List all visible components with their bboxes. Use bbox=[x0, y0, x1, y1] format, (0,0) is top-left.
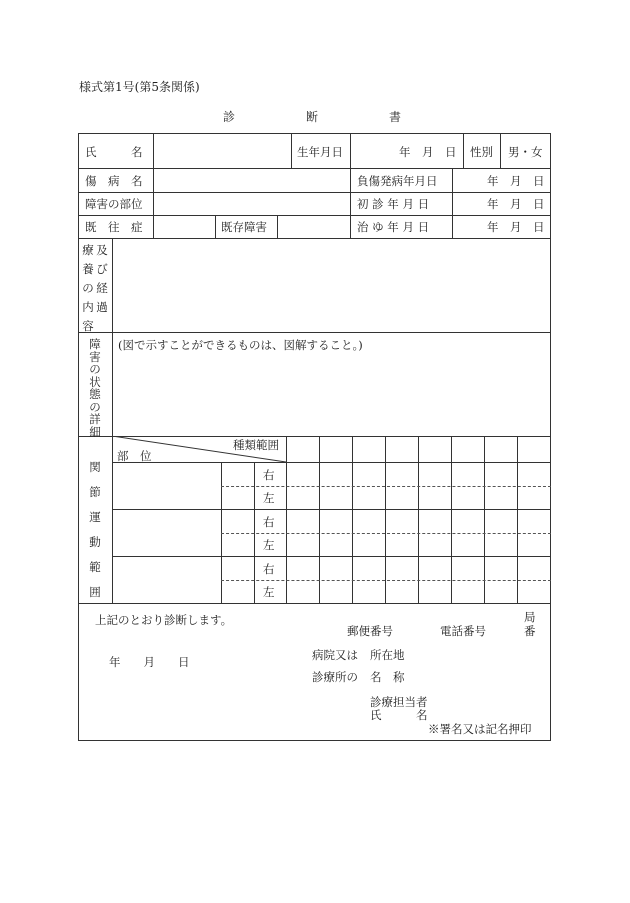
ban-label: 番 bbox=[524, 624, 536, 638]
left-label: 左 bbox=[263, 491, 275, 505]
joint-label: 関節運動範囲 bbox=[89, 460, 101, 599]
name-label: 氏 名 bbox=[85, 145, 143, 159]
header-part: 部 位 bbox=[117, 449, 152, 463]
cure-value[interactable]: 年 月 日 bbox=[487, 220, 545, 234]
header-kind: 種類範囲 bbox=[233, 438, 279, 452]
cure-label: 治 ゆ 年 月 日 bbox=[357, 220, 430, 234]
sex-value[interactable]: 男・女 bbox=[508, 145, 543, 159]
condition-field[interactable] bbox=[113, 356, 549, 435]
treatment-field[interactable] bbox=[113, 239, 549, 331]
condition-label: 障害の状態の詳細 bbox=[89, 337, 101, 439]
onset-label: 負傷発病年月日 bbox=[357, 174, 438, 188]
existing-label: 既存障害 bbox=[221, 220, 267, 234]
site-label: 障害の部位 bbox=[85, 197, 143, 211]
title-char-3: 書 bbox=[389, 110, 402, 124]
seal-note: ※署名又は記名押印 bbox=[428, 722, 532, 736]
clinic-label: 診療所の bbox=[312, 670, 358, 684]
title-char-1: 診 bbox=[223, 110, 236, 124]
first-visit-label: 初 診 年 月 日 bbox=[357, 197, 430, 211]
birth-label: 生年月日 bbox=[297, 145, 343, 159]
treatment-label-col2: 及び経過 bbox=[96, 243, 108, 314]
sex-label: 性別 bbox=[470, 145, 493, 159]
phone-label: 電話番号 bbox=[440, 624, 486, 638]
form-id: 様式第1号(第5条関係) bbox=[79, 80, 200, 94]
treatment-label-col1: 療養の内容 bbox=[82, 243, 94, 333]
birth-value[interactable]: 年 月 日 bbox=[399, 145, 457, 159]
kyoku-label: 局 bbox=[524, 610, 536, 624]
right-label: 右 bbox=[263, 468, 275, 482]
name-field[interactable] bbox=[154, 134, 290, 167]
right-label: 右 bbox=[263, 562, 275, 576]
address-label: 所在地 bbox=[370, 648, 405, 662]
onset-value[interactable]: 年 月 日 bbox=[487, 174, 545, 188]
facility-name-label: 名 称 bbox=[370, 670, 405, 684]
existing-field[interactable] bbox=[278, 216, 349, 237]
history-field[interactable] bbox=[154, 216, 214, 237]
first-visit-value[interactable]: 年 月 日 bbox=[487, 197, 545, 211]
statement: 上記のとおり診断します。 bbox=[95, 613, 233, 627]
diagnosis-date[interactable]: 年 月 日 bbox=[109, 655, 190, 669]
history-label: 既 往 症 bbox=[85, 220, 143, 234]
title-char-2: 断 bbox=[306, 110, 319, 124]
disease-label: 傷 病 名 bbox=[85, 174, 143, 188]
doctor-label: 診療担当者 bbox=[370, 695, 428, 709]
right-label: 右 bbox=[263, 515, 275, 529]
postal-label: 郵便番号 bbox=[347, 624, 393, 638]
condition-note: (図で示すことができるものは、図解すること。) bbox=[118, 338, 363, 352]
left-label: 左 bbox=[263, 585, 275, 599]
site-field[interactable] bbox=[154, 193, 349, 214]
left-label: 左 bbox=[263, 538, 275, 552]
hospital-label: 病院又は bbox=[312, 648, 358, 662]
doctor-name-label: 氏 名 bbox=[370, 708, 428, 722]
disease-field[interactable] bbox=[154, 169, 349, 191]
